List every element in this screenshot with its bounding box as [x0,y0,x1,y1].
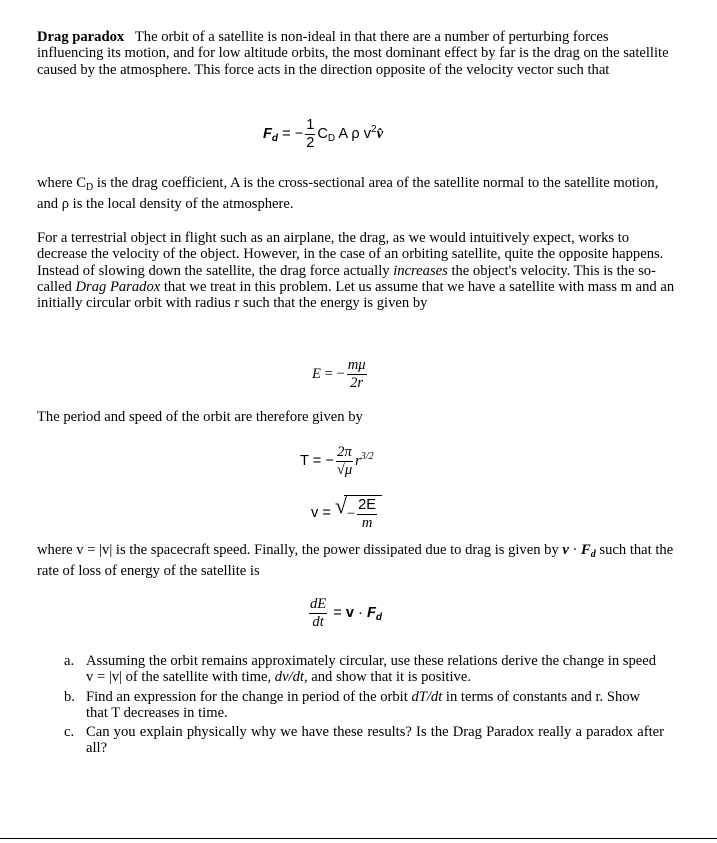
period-speed-intro: The period and speed of the orbit are therefore given by [37,409,363,425]
equation-speed [311,495,382,532]
question-b-marker: b. [64,688,75,705]
where-drag-paragraph [37,175,677,213]
eq-rate-f-sub: d [375,611,382,623]
eq-period-equals: = − [308,452,334,469]
intro-paragraph [37,29,677,78]
eq-speed-sign: − [346,505,356,522]
where1-text-b: is the drag coefficient, A is the cross-sectional area of the satellite normal to the satellite motion, and ρ is the local density of the atmosphere. [37,175,659,213]
question-a-part2: , and show that it is positive. [303,669,471,686]
question-a-marker: a. [64,653,75,669]
eq-drag-fraction [305,117,315,152]
eq-drag-lhs-sub: d [271,132,279,144]
eq-period-num: 2π [337,444,352,460]
eq-period-exp: 3/2 [360,450,374,462]
eq-rate-fraction [309,596,327,631]
eq-speed-fraction [357,497,377,532]
para3-f-sub: d [590,549,596,560]
eq-rate-f: F [366,604,376,621]
eq-speed-num: 2E [358,497,377,513]
power-dissipation-paragraph [37,542,677,580]
eq-speed-sqrt [335,495,382,532]
para3-part2: such that the rate of loss of energy of the satellite is [37,542,674,580]
eq-energy-lhs: E [312,365,321,382]
eq-speed-den: m [361,515,373,531]
question-a-emphasis: dv/dt [274,669,304,686]
para3-v-vector: v [562,542,569,558]
drag-paradox-paragraph [37,230,677,311]
question-c-text: Can you explain physically why we have these results? Is the Drag Paradox really a paradox after all? [86,724,664,757]
eq-period-r: r [355,452,361,469]
where1-text-a: where C [37,175,87,191]
intro-text: The orbit of a satellite is non-ideal in that there are a number of perturbing forces influencing its motion, and for low altitude orbits, the most dominant effect by far is the drag on the satellite caused by the atmosphere. This force acts in the direction opposite of the velocity vector such that [37,29,669,78]
para3-dot: · [568,542,582,558]
eq-speed-radicand [344,495,382,532]
equation-energy-rate [307,596,382,631]
para2-part2: the object's velocity. This is the so-called [37,262,656,295]
eq-drag-sign: − [294,125,304,142]
eq-rate-den: dt [312,614,324,630]
eq-period-den: √μ [336,462,353,478]
para2-emphasis-increases: increases [393,262,448,279]
eq-drag-lhs: F [263,125,272,142]
para2-part3: that we treat in this problem. Let us assume that we have a satellite with mass m and an initially circular orbit with radius r such that the energy is given by [37,278,675,312]
question-a [64,653,664,686]
eq-drag-equals: = [278,125,295,142]
eq-drag-exp: 2 [371,123,377,135]
equation-period [300,444,374,479]
question-c-marker: c. [64,724,75,741]
eq-drag-coef: C [317,125,328,142]
eq-drag-unit-vector: v̂ [376,125,384,142]
eq-speed-radical-sign: √ [334,493,348,518]
eq-energy-den: 2r [350,375,364,391]
question-list [64,653,664,760]
para2-part1: For a terrestrial object in flight such as an airplane, the drag, as we would intuitively expect, works to decrease the velocity of the object. However, in the case of an orbiting satellite, quite the opposite happens. Instead of slowing down the satellite, the drag force actually [37,230,664,279]
eq-speed-equals: = [318,504,335,521]
eq-drag-rest: A ρ v [335,125,371,142]
eq-speed-lhs: v [311,504,319,521]
question-c [64,724,664,757]
eq-drag-coef-sub: D [327,132,336,144]
para2-emphasis-drag-paradox: Drag Paradox [75,278,161,295]
para3-f-vector: F [581,542,591,558]
question-b-emphasis: dT/dt [411,688,443,705]
eq-rate-dot: · [353,604,367,621]
question-b [64,689,664,722]
eq-rate-v: v [345,604,354,621]
eq-energy-fraction [347,357,367,392]
question-a-part1: Assuming the orbit remains approximately circular, use these relations derive the change in speed v = |v| of the satellite with time, [86,653,657,686]
where1-text-a-sub: D [86,182,94,193]
intro-heading: Drag paradox [37,29,125,45]
eq-rate-equals: = [329,604,346,621]
equation-drag-force [263,117,383,152]
eq-energy-equals: = − [320,365,345,382]
eq-period-lhs: T [300,452,309,469]
bottom-divider [0,838,717,839]
eq-drag-frac-num: 1 [306,117,315,133]
equation-energy [312,357,369,392]
eq-rate-num: dE [310,596,327,612]
para3-part1: where v = |v| is the spacecraft speed. Finally, the power dissipated due to drag is given by [37,542,563,558]
eq-energy-num: mμ [347,357,366,373]
eq-drag-frac-den: 2 [306,135,315,151]
eq-period-fraction [336,444,353,479]
question-b-part2: in terms of constants and r. Show that T decreases in time. [86,688,641,721]
question-b-part1: Find an expression for the change in period of the orbit [86,688,412,705]
